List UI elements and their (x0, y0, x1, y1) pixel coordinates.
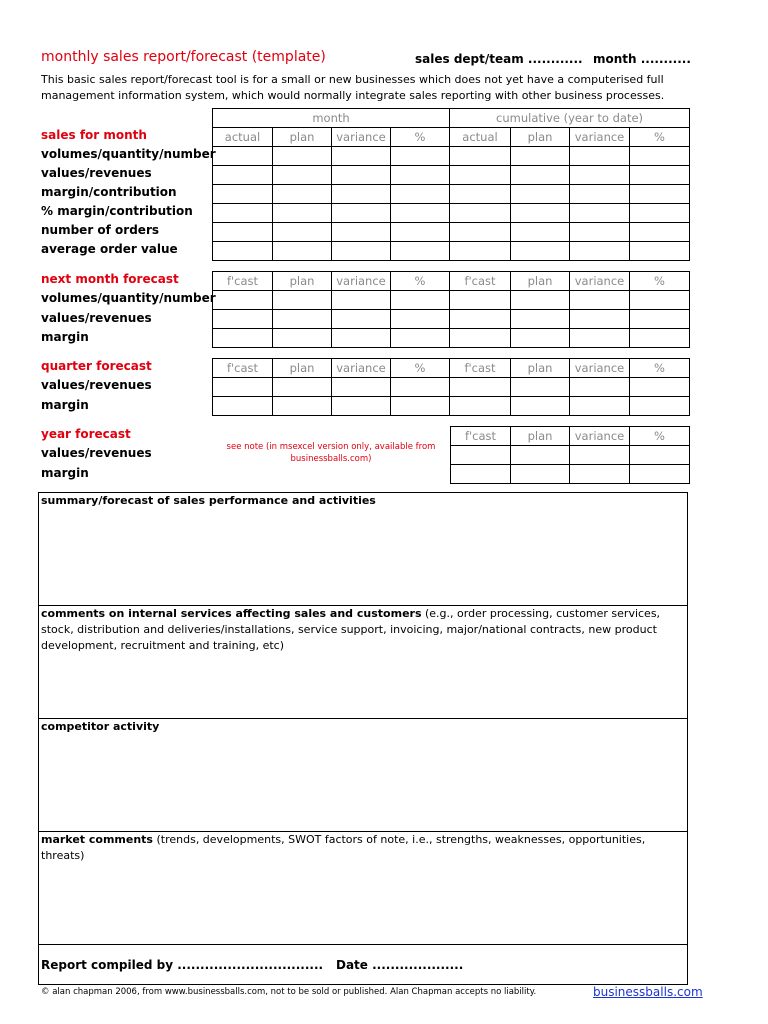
table-row (213, 147, 690, 166)
compiled-by-panel (38, 944, 688, 985)
sales-month-table (212, 108, 690, 261)
input-cell[interactable] (450, 242, 511, 261)
competitor-panel[interactable] (38, 718, 688, 832)
input-cell[interactable] (391, 242, 450, 261)
input-cell[interactable] (630, 397, 690, 416)
column-header: % (391, 272, 450, 291)
input-cell[interactable] (391, 223, 450, 242)
input-cell[interactable] (391, 166, 450, 185)
row-label: number of orders (41, 223, 160, 237)
input-cell[interactable] (450, 185, 511, 204)
input-cell[interactable] (273, 329, 332, 348)
input-cell[interactable] (630, 204, 690, 223)
input-cell[interactable] (273, 223, 332, 242)
column-header: variance (332, 272, 391, 291)
column-header: % (630, 359, 690, 378)
input-cell[interactable] (391, 204, 450, 223)
input-cell[interactable] (630, 223, 690, 242)
input-cell[interactable] (630, 465, 690, 484)
column-header: plan (511, 427, 570, 446)
input-cell[interactable] (213, 185, 273, 204)
input-cell[interactable] (450, 378, 511, 397)
input-cell[interactable] (213, 378, 273, 397)
input-cell[interactable] (332, 242, 391, 261)
section-heading-year: year forecast (41, 427, 131, 441)
column-header: plan (273, 359, 332, 378)
column-header: f'cast (451, 427, 511, 446)
row-label: margin/contribution (41, 185, 177, 199)
input-cell[interactable] (332, 291, 391, 310)
input-cell[interactable] (511, 446, 570, 465)
row-label: values/revenues (41, 446, 152, 460)
column-header: f'cast (213, 272, 273, 291)
table-row (213, 291, 690, 310)
column-header: % (391, 359, 450, 378)
input-cell[interactable] (570, 329, 630, 348)
row-label: values/revenues (41, 378, 152, 392)
input-cell[interactable] (570, 185, 630, 204)
column-header: % (630, 427, 690, 446)
input-cell[interactable] (630, 310, 690, 329)
input-cell[interactable] (570, 465, 630, 484)
input-cell[interactable] (511, 242, 570, 261)
input-cell[interactable] (273, 378, 332, 397)
input-cell[interactable] (273, 166, 332, 185)
input-cell[interactable] (570, 166, 630, 185)
input-cell[interactable] (213, 329, 273, 348)
input-cell[interactable] (450, 147, 511, 166)
input-cell[interactable] (332, 147, 391, 166)
column-header: plan (273, 128, 332, 147)
table-row (213, 223, 690, 242)
input-cell[interactable] (213, 223, 273, 242)
table-row (213, 185, 690, 204)
table-row (213, 204, 690, 223)
input-cell[interactable] (511, 185, 570, 204)
section-heading-sales-month: sales for month (41, 128, 147, 142)
input-cell[interactable] (332, 204, 391, 223)
input-cell[interactable] (511, 465, 570, 484)
input-cell[interactable] (630, 166, 690, 185)
column-header: plan (273, 272, 332, 291)
sales-team-field: sales dept/team ............ (415, 52, 583, 66)
input-cell[interactable] (570, 378, 630, 397)
row-label: values/revenues (41, 311, 152, 325)
input-cell[interactable] (273, 291, 332, 310)
input-cell[interactable] (332, 329, 391, 348)
column-header: variance (570, 272, 630, 291)
competitor-heading: competitor activity (41, 720, 160, 733)
next-month-table (212, 271, 690, 348)
input-cell[interactable] (450, 223, 511, 242)
table-row (451, 465, 690, 484)
input-cell[interactable] (511, 223, 570, 242)
column-header: actual (450, 128, 511, 147)
input-cell[interactable] (570, 223, 630, 242)
input-cell[interactable] (511, 204, 570, 223)
column-header: variance (570, 427, 630, 446)
page-title: monthly sales report/forecast (template) (41, 49, 326, 65)
input-cell[interactable] (213, 242, 273, 261)
table-row (213, 310, 690, 329)
input-cell[interactable] (273, 242, 332, 261)
input-cell[interactable] (511, 147, 570, 166)
input-cell[interactable] (273, 204, 332, 223)
input-cell[interactable] (630, 147, 690, 166)
group-header-month: month (213, 109, 450, 128)
input-cell[interactable] (570, 242, 630, 261)
input-cell[interactable] (451, 446, 511, 465)
column-header: plan (511, 272, 570, 291)
input-cell[interactable] (570, 204, 630, 223)
summary-panel[interactable] (38, 492, 688, 606)
input-cell[interactable] (332, 166, 391, 185)
input-cell[interactable] (391, 185, 450, 204)
input-cell[interactable] (630, 378, 690, 397)
input-cell[interactable] (332, 223, 391, 242)
input-cell[interactable] (273, 185, 332, 204)
group-header-cumulative: cumulative (year to date) (450, 109, 690, 128)
table-row (213, 378, 690, 397)
column-header: f'cast (450, 272, 511, 291)
market-heading: market comments (41, 833, 153, 846)
row-label: margin (41, 330, 89, 344)
input-cell[interactable] (391, 310, 450, 329)
input-cell[interactable] (332, 378, 391, 397)
input-cell[interactable] (213, 397, 273, 416)
section-heading-next-month: next month forecast (41, 272, 179, 286)
column-header: variance (332, 128, 391, 147)
input-cell[interactable] (213, 204, 273, 223)
compiled-by-field[interactable]: Report compiled by ................................ (41, 958, 324, 972)
table-row (213, 397, 690, 416)
input-cell[interactable] (450, 397, 511, 416)
column-header: actual (213, 128, 273, 147)
input-cell[interactable] (630, 185, 690, 204)
input-cell[interactable] (450, 291, 511, 310)
section-heading-quarter: quarter forecast (41, 359, 152, 373)
table-row (213, 329, 690, 348)
input-cell[interactable] (570, 446, 630, 465)
market-description: (trends, developments, SWOT factors of note, i.e., strengths, weaknesses, opportunities, threats) (41, 833, 646, 862)
column-header: f'cast (450, 359, 511, 378)
table-row (213, 242, 690, 261)
input-cell[interactable] (213, 166, 273, 185)
input-cell[interactable] (332, 185, 391, 204)
input-cell[interactable] (511, 397, 570, 416)
input-cell[interactable] (332, 397, 391, 416)
input-cell[interactable] (391, 329, 450, 348)
column-header: variance (570, 359, 630, 378)
internal-services-panel[interactable] (38, 605, 688, 719)
column-header: plan (511, 128, 570, 147)
input-cell[interactable] (450, 329, 511, 348)
input-cell[interactable] (451, 465, 511, 484)
column-header: plan (511, 359, 570, 378)
month-field: month ........... (593, 52, 691, 66)
copyright-text: © alan chapman 2006, from www.businessballs.com, not to be sold or published. Alan Chapman accepts no liability. (41, 987, 537, 997)
year-table (450, 426, 690, 484)
input-cell[interactable] (630, 446, 690, 465)
input-cell[interactable] (511, 378, 570, 397)
column-header: % (391, 128, 450, 147)
input-cell[interactable] (630, 242, 690, 261)
row-label: values/revenues (41, 166, 152, 180)
input-cell[interactable] (332, 310, 391, 329)
date-field[interactable]: Date .................... (336, 958, 464, 972)
row-label: average order value (41, 242, 178, 256)
input-cell[interactable] (391, 397, 450, 416)
input-cell[interactable] (391, 147, 450, 166)
input-cell[interactable] (213, 310, 273, 329)
table-row (213, 166, 690, 185)
input-cell[interactable] (391, 291, 450, 310)
row-label: % margin/contribution (41, 204, 193, 218)
internal-services-heading: comments on internal services affecting sales and customers (41, 607, 422, 620)
quarter-table (212, 358, 690, 416)
intro-text: This basic sales report/forecast tool is for a small or new businesses which does not yet have a computerised full management information system, which would normally integrate sales reporting with other business processes. (41, 73, 665, 102)
column-header: % (630, 128, 690, 147)
input-cell[interactable] (630, 329, 690, 348)
input-cell[interactable] (511, 310, 570, 329)
column-header: % (630, 272, 690, 291)
input-cell[interactable] (273, 147, 332, 166)
row-label: volumes/quantity/number (41, 291, 216, 305)
input-cell[interactable] (570, 310, 630, 329)
input-cell[interactable] (570, 397, 630, 416)
input-cell[interactable] (511, 329, 570, 348)
table-row (451, 446, 690, 465)
internal-services-description: (e.g., order processing, customer services, stock, distribution and deliveries/installations, service support, invoicing, major/national contracts, new product development, recruitment and training, etc) (41, 607, 661, 652)
input-cell[interactable] (213, 147, 273, 166)
input-cell[interactable] (450, 310, 511, 329)
input-cell[interactable] (511, 166, 570, 185)
row-label: volumes/quantity/number (41, 147, 216, 161)
input-cell[interactable] (511, 291, 570, 310)
input-cell[interactable] (450, 166, 511, 185)
market-panel[interactable] (38, 831, 688, 945)
input-cell[interactable] (273, 310, 332, 329)
column-header: variance (570, 128, 630, 147)
businessballs-link[interactable]: businessballs.com (593, 985, 703, 999)
row-label: margin (41, 466, 89, 480)
input-cell[interactable] (450, 204, 511, 223)
input-cell[interactable] (630, 291, 690, 310)
input-cell[interactable] (213, 291, 273, 310)
row-label: margin (41, 398, 89, 412)
year-forecast-note: see note (in msexcel version only, available from businessballs.com) (226, 442, 436, 464)
input-cell[interactable] (570, 147, 630, 166)
input-cell[interactable] (570, 291, 630, 310)
summary-heading: summary/forecast of sales performance and activities (41, 494, 376, 507)
column-header: f'cast (213, 359, 273, 378)
column-header: variance (332, 359, 391, 378)
input-cell[interactable] (273, 397, 332, 416)
input-cell[interactable] (391, 378, 450, 397)
